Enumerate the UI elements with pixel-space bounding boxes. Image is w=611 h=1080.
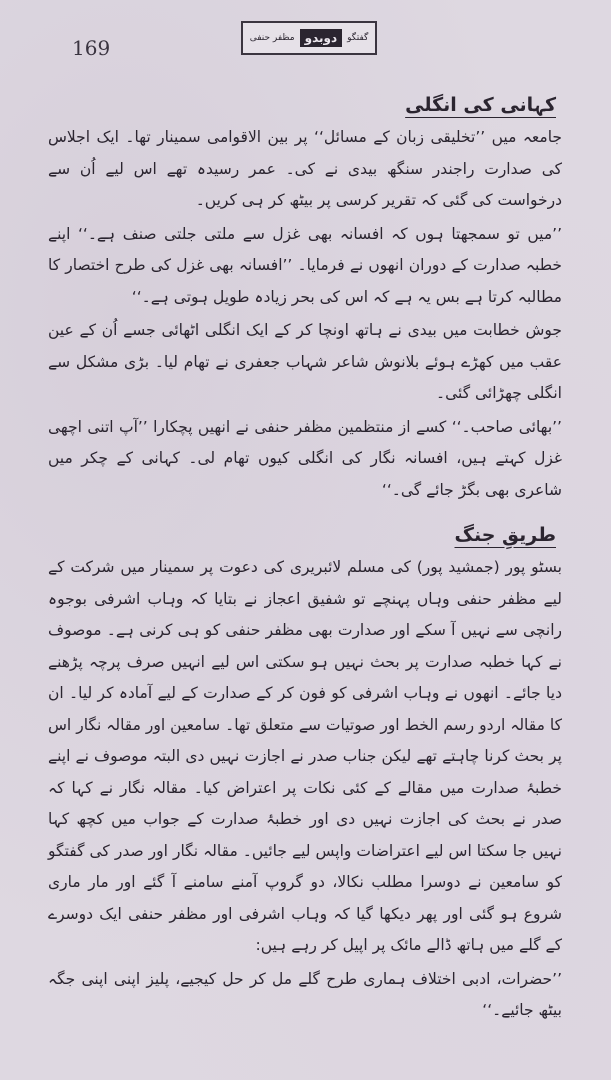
paragraph: بسٹو پور (جمشید پور) کی مسلم لائبریری کی دعوت پر سمینار میں شرکت کے لیے مظفر حنفی وہاں پہنچے تو شفیق اعجاز نے بتایا کہ وہاب اشرفی بوجوہ رانچی سے نہیں آ سکے اور صدارت بھی مظفر حنفی کو ہی کرنی ہے۔ موصوف نے کہا خطبہ صدارت پر بحث نہیں ہو سکتی اس لیے انہیں صرف پرچہ پڑھنے دیا جائے۔ انھوں نے وہاب اشرفی کو فون کر کے صدارت کے لیے آمادہ کر لیا۔ ان کا مقالہ اردو رسم الخط اور صوتیات سے متعلق تھا۔ سامعین اور مقالہ نگار اس پر بحث کرنا چاہتے تھے لیکن جناب صدر نے اجازت نہیں دی البتہ موصوف نے اپنے خطبۂ صدارت میں مقالے کے کئی نکات پر اعتراض کیا۔ مقالہ نگار نے کہا کہ صدر نے بحث کی اجازت نہیں دی اور خطبۂ صدارت کے جواب میں کچھ کہا نہیں جا سکتا اس لیے اعتراضات واپس لیے جائیں۔ مقالہ نگار اور صدر کی گفتگو کو سامعین نے دوسرا مطلب نکالا، دو گروپ آمنے سامنے آ گئے اور مار ماری شروع ہو گئی اور پھر دیکھا گیا کہ وہاب اشرفی اور مظفر حنفی ایک دوسرے کے گلے میں ہاتھ ڈالے مائک پر اپیل کر رہے ہیں: [48, 558, 562, 954]
section-title: طریقِ جنگ [454, 524, 556, 546]
badge-left-text: مظفر حنفی [249, 33, 295, 43]
paragraph: ’’حضرات، ادبی اختلاف ہماری طرح گلے مل کر حل کیجیے، پلیز اپنی اپنی جگہ بیٹھ جائیے۔‘‘ [48, 969, 562, 1019]
running-header-badge [250, 18, 368, 58]
paragraph: ’’میں تو سمجھتا ہوں کہ افسانہ بھی غزل سے ملتی جلتی صنف ہے۔‘‘ اپنے خطبہ صدارت کے دوران انھوں نے فرمایا۔ ’’افسانہ بھی غزل کی طرح اختصار کا مطالبہ کرتا ہے بس یہ ہے کہ اس کی بحر زیادہ طویل ہوتی ہے۔‘‘ [48, 224, 562, 306]
paragraph: جوش خطابت میں بیدی نے ہاتھ اونچا کر کے ایک انگلی اٹھائی جسے اُن کے عین عقب میں کھڑے ہوئے بلانوش شاعر شہاب جعفری نے تھام لیا۔ بڑی مشکل سے انگلی چھڑائی گئی۔ [48, 321, 562, 402]
page-number: 169 [72, 36, 111, 60]
paragraph: ’’بھائی صاحب۔‘‘ کسے از منتظمین مظفر حنفی نے انھیں پچکارا ’’آپ اتنی اچھی غزل کہتے ہیں، افسانہ نگار کی انگلی کیوں تھام لی۔ کہانی کے چکر میں شاعری بھی بگڑ جائے گی۔‘‘ [48, 417, 562, 499]
paragraph: جامعہ میں ’’تخلیقی زبان کے مسائل‘‘ پر بین الاقوامی سمینار تھا۔ ایک اجلاس کی صدارت راجندر سنگھ بیدی نے کی۔ عمر رسیدہ تھے اس لیے اُن سے درخواست کی گئی کہ تقریر کرسی پر بیٹھ کر ہی کریں۔ [48, 128, 562, 209]
badge-right-text: گفتگو [347, 33, 369, 43]
section-title: کہانی کی انگلی [405, 94, 556, 116]
page-content [48, 80, 562, 1027]
badge-box [241, 21, 378, 55]
badge-center-text: دوبدو [300, 29, 343, 47]
